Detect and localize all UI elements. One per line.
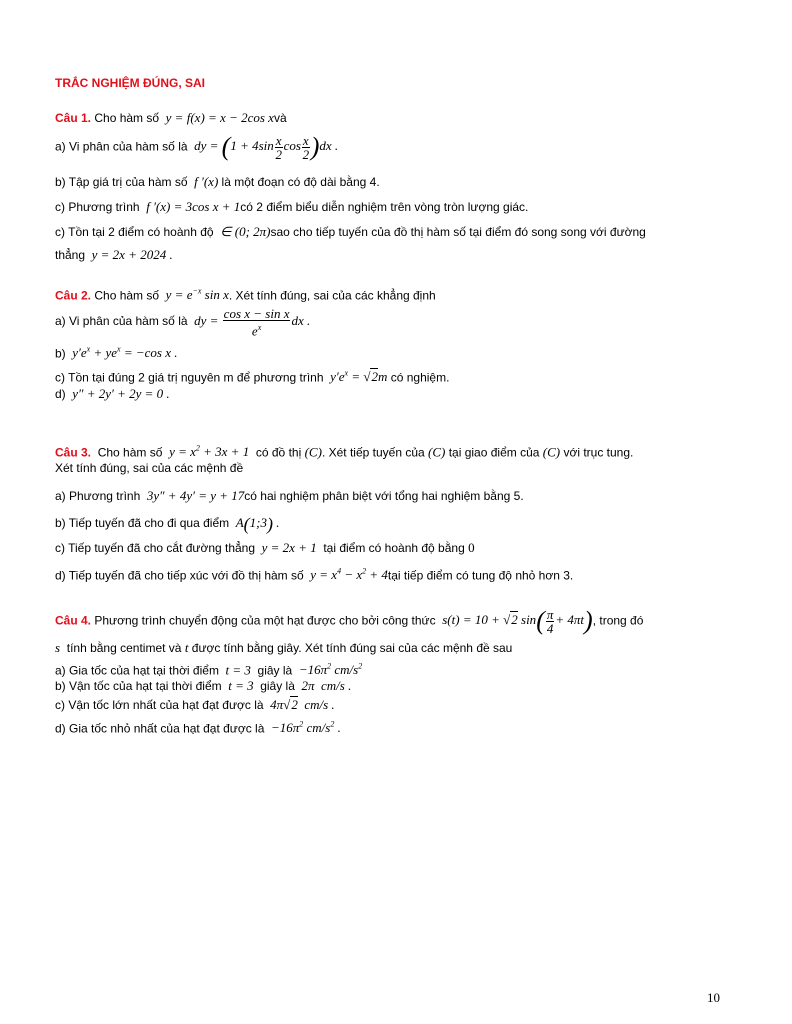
q2-option-d: d) y″ + 2y′ + 2y = 0 . — [55, 386, 170, 401]
q1-option-c: c) Phương trình f ′(x) = 3cos x + 1có 2 điểm biểu diễn nghiệm trên vòng tròn lượng giác. — [55, 199, 529, 214]
q3-option-c: c) Tiếp tuyến đã cho cắt đường thẳng y = 2x + 1 tại điểm có hoành độ bằng 0 — [55, 540, 475, 555]
page-number: 10 — [707, 990, 720, 1005]
q4-option-c: c) Vận tốc lớn nhất của hạt đạt được là 4π√2 cm/s . — [55, 697, 335, 712]
q3-option-b: b) Tiếp tuyến đã cho đi qua điểm A(1;3) . — [55, 514, 280, 534]
q1-stem: Câu 1. Cho hàm số y = f(x) = x − 2cos xvà — [55, 110, 287, 125]
q4-b-value: 2π cm/s . — [298, 678, 352, 693]
q2-c-formula: $y'e^x = √2m$ — [326, 369, 388, 385]
q4-c-value: 4π√2 cm/s . — [266, 697, 335, 712]
q1-function: y = f(x) = x − 2cos x — [162, 110, 274, 125]
q3-option-a: a) Phương trình 3y″ + 4y′ = y + 17có hai nghiệm phân biệt với tổng hai nghiệm bằng 5. — [55, 488, 524, 503]
q1-label: Câu 1. — [55, 111, 92, 125]
q3-function: $y = x^2 + 3x + 1$ — [169, 444, 250, 460]
q1-option-a: a) Vi phân của hàm số là dy = (1 + 4sin $\frac{x}{2}$ cos $\frac{x}{2}$ )dx . — [55, 132, 339, 162]
q1-c-formula: f ′(x) = 3cos x + 1 — [142, 199, 241, 214]
q3-stem-line2: Xét tính đúng, sai của các mệnh đề — [55, 461, 244, 475]
q3-stem: Câu 3. Cho hàm số $y = x^2 + 3x + 1$ có đồ thị (C). Xét tiếp tuyến của (C) tại giao điểm của (C) với trục tung. — [55, 444, 634, 460]
q4-label: Câu 4. — [55, 613, 92, 628]
q4-option-b: b) Vận tốc của hạt tại thời điểm t = 3 giây là 2π cm/s . — [55, 678, 352, 693]
q4-d-value: $-16\pi^2$ $cm/s^2$ . — [267, 720, 341, 736]
q3-a-formula: 3y″ + 4y′ = y + 17 — [143, 488, 245, 503]
q1-b-formula: f ′(x) — [190, 174, 219, 189]
q1-option-d-cont: thẳng y = 2x + 2024 . — [55, 247, 173, 262]
q4-function: s(t) = 10 + √2 sin( $\frac{\pi}{4}$ + 4πt) — [438, 606, 593, 636]
q2-b-formula: $y'e^x + ye^x = -\cos$ x . — [69, 345, 178, 361]
q4-stem-line2: s tính bằng centimet và t được tính bằng giây. Xét tính đúng sai của các mệnh đề sau — [55, 640, 513, 655]
q3-option-d: d) Tiếp tuyến đã cho tiếp xúc với đồ thị hàm số $y = x^4 - x^2$ + 4tại tiếp điểm có tung độ nhỏ hơn 3. — [55, 567, 574, 583]
q1-option-b: b) Tập giá trị của hàm số f ′(x) là một đoạn có độ dài bằng 4. — [55, 174, 380, 189]
q2-option-c: c) Tồn tại đúng 2 giá trị nguyên m để phương trình $y'e^x = √2m$ có nghiệm. — [55, 369, 450, 385]
q3-c-formula: y = 2x + 1 — [258, 540, 320, 555]
q1-a-formula: dy = (1 + 4sin $\frac{x}{2}$ cos $\frac{x}{2}$ )dx . — [190, 132, 339, 162]
q1-d-line: y = 2x + 2024 . — [88, 247, 173, 262]
q2-d-formula: y″ + 2y′ + 2y = 0 . — [69, 386, 170, 401]
q2-stem: Câu 2. Cho hàm số $y = e^{-x}$ sin x. Xét tính đúng, sai của các khẳng định — [55, 287, 436, 303]
q2-label: Câu 2. — [55, 288, 92, 303]
q3-label: Câu 3. — [55, 445, 92, 460]
q1-option-d: c) Tồn tại 2 điểm có hoành độ ∈ (0; 2π)sao cho tiếp tuyến của đồ thị hàm số tại điểm đó song song với đường — [55, 224, 646, 239]
q2-function: $y = e^{-x}$ sin x — [162, 287, 229, 303]
q2-option-a: a) Vi phân của hàm số là dy = $\frac{\text{cos x − sin x}}{e^x}$ dx . — [55, 306, 311, 339]
q1-d-interval: ∈ (0; 2π) — [216, 224, 271, 239]
q2-a-formula: dy = $\frac{\text{cos x − sin x}}{e^x}$ dx . — [190, 306, 311, 339]
q4-a-value: $-16\pi^2$ $cm/s^2$ — [295, 662, 363, 678]
q4-option-a: a) Gia tốc của hạt tại thời điểm t = 3 giây là $-16\pi^2$ $cm/s^2$ — [55, 662, 363, 678]
q3-d-formula: $y = x^4 - x^2 + 4$ — [307, 567, 388, 583]
q2-option-b: b) $y'e^x + ye^x = -\cos$ x . — [55, 345, 178, 361]
q4-stem: Câu 4. Phương trình chuyển động của một hạt được cho bởi công thức s(t) = 10 + √2 sin( $\frac{\pi}{4}$ + 4πt), trong đó — [55, 606, 644, 636]
q3-b-formula: A(1;3) . — [232, 514, 280, 534]
q4-option-d: d) Gia tốc nhỏ nhất của hạt đạt được là $-16\pi^2$ $cm/s^2$ . — [55, 720, 341, 736]
section-title: TRẮC NGHIỆM ĐÚNG, SAI — [55, 76, 205, 90]
